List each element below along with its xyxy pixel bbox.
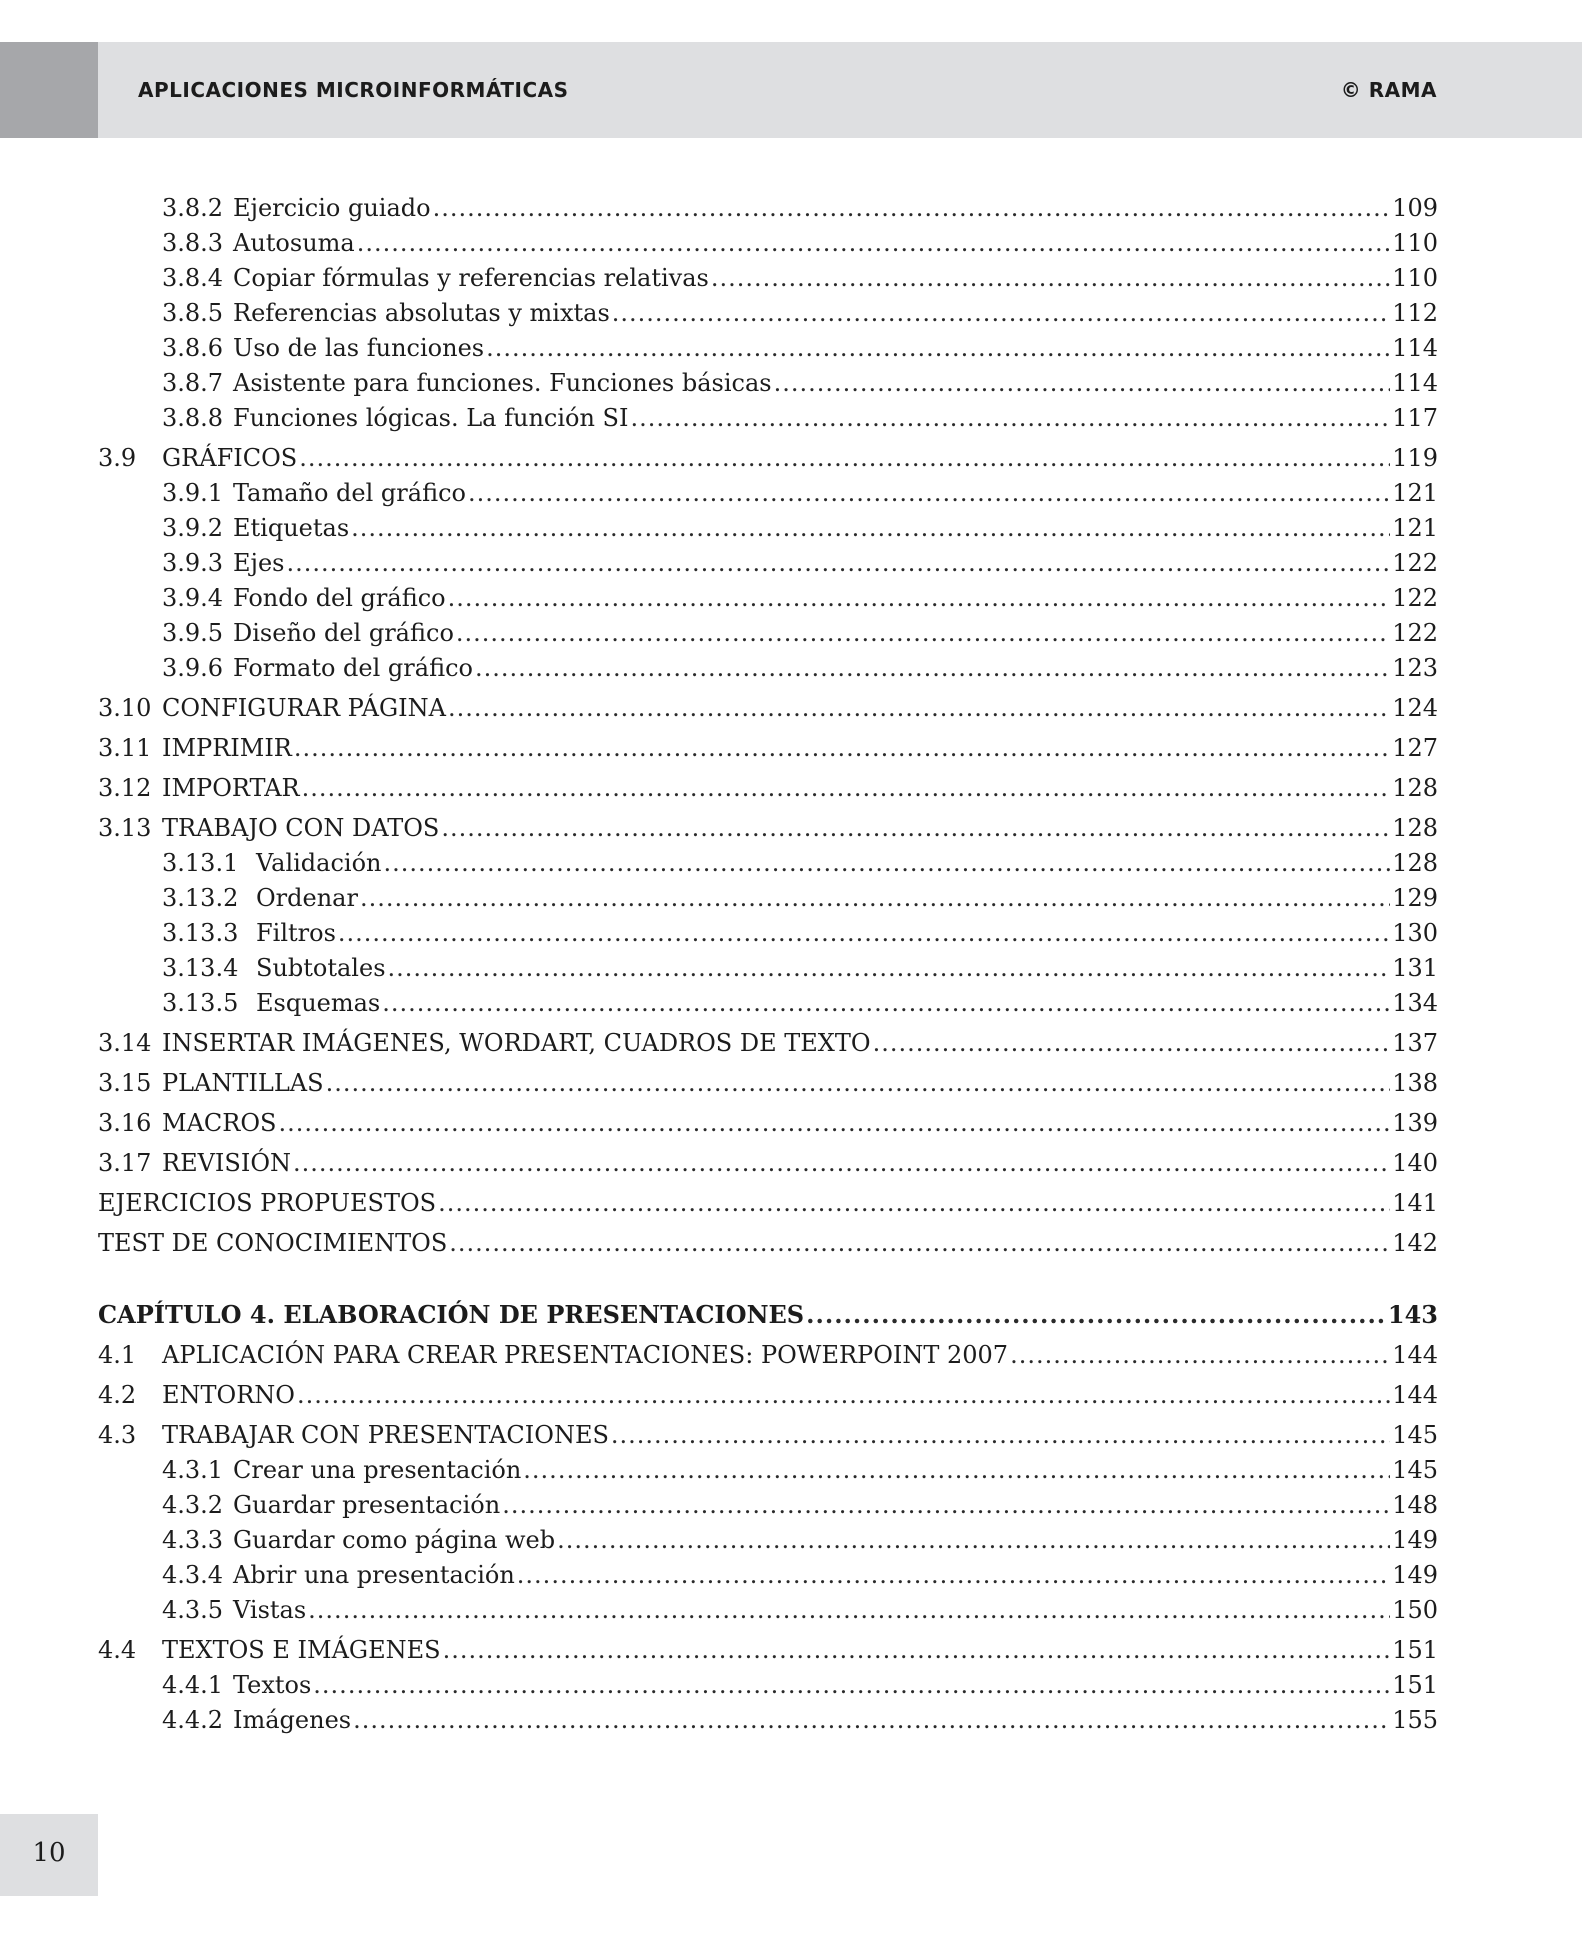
toc-entry-number: 3.13.3 bbox=[162, 919, 239, 947]
running-header-publisher: © RAMA bbox=[1340, 78, 1437, 102]
toc-entry bbox=[98, 1189, 1438, 1224]
toc-entry-number: 3.13.1 bbox=[162, 849, 239, 877]
toc-dot-leader bbox=[302, 774, 1391, 802]
toc-entry-title: Copiar fórmulas y referencias relativas bbox=[233, 264, 709, 292]
toc-entry-page: 144 bbox=[1392, 1341, 1438, 1369]
toc-entry-number: 3.17 bbox=[98, 1149, 152, 1177]
toc-entry bbox=[98, 1671, 1438, 1706]
toc-dot-leader bbox=[360, 884, 1390, 912]
toc-entry-page: 130 bbox=[1392, 919, 1438, 947]
toc-entry-title: Validación bbox=[256, 849, 382, 877]
toc-entry-title: Vistas bbox=[233, 1596, 307, 1624]
toc-entry bbox=[98, 444, 1438, 479]
toc-entry bbox=[98, 1229, 1438, 1264]
toc-dot-leader bbox=[382, 989, 1390, 1017]
toc-entry-page: 129 bbox=[1392, 884, 1438, 912]
toc-entry-page: 139 bbox=[1392, 1109, 1438, 1137]
toc-entry-number: 3.16 bbox=[98, 1109, 152, 1137]
toc-entry-page: 140 bbox=[1392, 1149, 1438, 1177]
toc-entry-page: 119 bbox=[1392, 444, 1438, 472]
toc-entry-page: 128 bbox=[1392, 814, 1438, 842]
toc-entry bbox=[98, 1381, 1438, 1416]
toc-entry bbox=[98, 989, 1438, 1024]
toc-dot-leader bbox=[441, 814, 1390, 842]
toc-entry-page: 128 bbox=[1392, 774, 1438, 802]
toc-entry-number: 3.8.6 bbox=[162, 334, 224, 362]
toc-entry-title: IMPRIMIR bbox=[162, 734, 292, 762]
toc-entry-title: Referencias absolutas y mixtas bbox=[233, 299, 610, 327]
page-number: 10 bbox=[32, 1838, 66, 1868]
toc-entry-title: GRÁFICOS bbox=[162, 444, 298, 472]
toc-entry-title: ENTORNO bbox=[162, 1381, 295, 1409]
toc-entry-page: 142 bbox=[1392, 1229, 1438, 1257]
toc-dot-leader bbox=[357, 229, 1390, 257]
toc-dot-leader bbox=[711, 264, 1390, 292]
toc-entry bbox=[98, 299, 1438, 334]
toc-entry-number: 3.8.5 bbox=[162, 299, 224, 327]
toc-entry-number: 4.3.3 bbox=[162, 1526, 224, 1554]
toc-entry-page: 145 bbox=[1392, 1456, 1438, 1484]
toc-entry-page: 134 bbox=[1392, 989, 1438, 1017]
toc-entry-number: 4.4.2 bbox=[162, 1706, 224, 1734]
toc-dot-leader bbox=[448, 694, 1390, 722]
toc-entry-number: 3.9.3 bbox=[162, 549, 224, 577]
toc-entry-page: 110 bbox=[1392, 229, 1438, 257]
toc-entry bbox=[98, 1636, 1438, 1671]
toc-entry-number: 4.4.1 bbox=[162, 1671, 224, 1699]
toc-entry-page: 150 bbox=[1392, 1596, 1438, 1624]
toc-entry-title: CONFIGURAR PÁGINA bbox=[162, 694, 446, 722]
toc-entry-number: 4.3.2 bbox=[162, 1491, 224, 1519]
toc-entry bbox=[98, 1149, 1438, 1184]
toc-entry-number: 4.2 bbox=[98, 1381, 137, 1409]
toc-entry-page: 155 bbox=[1392, 1706, 1438, 1734]
toc-entry-title: Fondo del gráfico bbox=[233, 584, 446, 612]
toc-entry-number: 3.9.6 bbox=[162, 654, 224, 682]
toc-entry-number: 4.4 bbox=[98, 1636, 137, 1664]
toc-entry bbox=[98, 1561, 1438, 1596]
toc-entry-page: 137 bbox=[1392, 1029, 1438, 1057]
toc-entry-title: APLICACIÓN PARA CREAR PRESENTACIONES: POWERPOINT 2007 bbox=[162, 1341, 1009, 1369]
toc-entry-number: 4.3.4 bbox=[162, 1561, 224, 1589]
toc-entry-number: 3.15 bbox=[98, 1069, 152, 1097]
toc-dot-leader bbox=[294, 734, 1390, 762]
toc-entry-title: Esquemas bbox=[256, 989, 381, 1017]
toc-entry bbox=[98, 1069, 1438, 1104]
toc-entry-title: TEST DE CONOCIMIENTOS bbox=[98, 1229, 448, 1257]
toc-dot-leader bbox=[456, 619, 1390, 647]
toc-entry-page: 117 bbox=[1392, 404, 1438, 432]
toc-entry-title: Ejercicio guiado bbox=[233, 194, 431, 222]
toc-entry bbox=[98, 1109, 1438, 1144]
toc-entry bbox=[98, 694, 1438, 729]
toc-entry-title: Uso de las funciones bbox=[233, 334, 485, 362]
toc-entry-page: 123 bbox=[1392, 654, 1438, 682]
toc-dot-leader bbox=[388, 954, 1391, 982]
toc-dot-leader bbox=[475, 654, 1390, 682]
toc-entry-page: 144 bbox=[1392, 1381, 1438, 1409]
toc-entry-number: 3.8.2 bbox=[162, 194, 224, 222]
toc-entry-title: Abrir una presentación bbox=[233, 1561, 515, 1589]
header-tab-decoration bbox=[0, 42, 98, 138]
toc-entry bbox=[98, 334, 1438, 369]
toc-dot-leader bbox=[308, 1596, 1390, 1624]
toc-entry-title: TRABAJAR CON PRESENTACIONES bbox=[162, 1421, 609, 1449]
toc-entry-number: 3.9.1 bbox=[162, 479, 224, 507]
toc-entry bbox=[98, 1029, 1438, 1064]
toc-entry bbox=[98, 1706, 1438, 1741]
toc-dot-leader bbox=[873, 1029, 1391, 1057]
toc-entry-title: INSERTAR IMÁGENES, WORDART, CUADROS DE TEXTO bbox=[162, 1029, 871, 1057]
toc-entry-title: PLANTILLAS bbox=[162, 1069, 324, 1097]
toc-entry bbox=[98, 404, 1438, 439]
toc-entry bbox=[98, 1491, 1438, 1526]
toc-entry bbox=[98, 369, 1438, 404]
toc-entry-page: 122 bbox=[1392, 619, 1438, 647]
toc-entry bbox=[98, 584, 1438, 619]
toc-entry-title: Crear una presentación bbox=[233, 1456, 522, 1484]
toc-entry-page: 114 bbox=[1392, 369, 1438, 397]
toc-entry-number: 3.13.5 bbox=[162, 989, 239, 1017]
toc-entry-title: Diseño del gráfico bbox=[233, 619, 454, 647]
toc-dot-leader bbox=[443, 1636, 1391, 1664]
toc-chapter-entry bbox=[98, 1300, 1438, 1335]
toc-entry bbox=[98, 919, 1438, 954]
toc-entry-number: 3.13 bbox=[98, 814, 152, 842]
toc-entry-title: IMPORTAR bbox=[162, 774, 300, 802]
toc-entry-title: Etiquetas bbox=[233, 514, 350, 542]
toc-entry-number: 3.9.2 bbox=[162, 514, 224, 542]
toc-entry-title: Guardar como página web bbox=[233, 1526, 556, 1554]
toc-entry-number: 3.9.5 bbox=[162, 619, 224, 647]
toc-entry bbox=[98, 954, 1438, 989]
toc-entry-number: 3.9.4 bbox=[162, 584, 224, 612]
toc-entry-number: 3.8.4 bbox=[162, 264, 224, 292]
toc-entry-title: Formato del gráfico bbox=[233, 654, 473, 682]
toc-dot-leader bbox=[383, 849, 1390, 877]
toc-entry-page: 149 bbox=[1392, 1561, 1438, 1589]
toc-entry-title: Ejes bbox=[233, 549, 285, 577]
toc-entry-number: 3.9 bbox=[98, 444, 137, 472]
toc-entry bbox=[98, 734, 1438, 769]
toc-entry-page: 138 bbox=[1392, 1069, 1438, 1097]
toc-entry bbox=[98, 884, 1438, 919]
toc-entry-title: Funciones lógicas. La función SI bbox=[233, 404, 629, 432]
toc-entry bbox=[98, 654, 1438, 689]
toc-dot-leader bbox=[523, 1456, 1390, 1484]
toc-entry bbox=[98, 479, 1438, 514]
toc-dot-leader bbox=[433, 194, 1391, 222]
toc-dot-leader bbox=[297, 1381, 1390, 1409]
toc-entry bbox=[98, 229, 1438, 264]
toc-entry-title: EJERCICIOS PROPUESTOS bbox=[98, 1189, 437, 1217]
toc-entry-page: 151 bbox=[1392, 1671, 1438, 1699]
toc-entry-title: TRABAJO CON DATOS bbox=[162, 814, 440, 842]
running-header-title: APLICACIONES MICROINFORMÁTICAS bbox=[138, 78, 569, 102]
toc-entry-number: 3.10 bbox=[98, 694, 152, 722]
toc-dot-leader bbox=[774, 369, 1391, 397]
toc-dot-leader bbox=[502, 1491, 1390, 1519]
toc-entry-page: 143 bbox=[1387, 1300, 1438, 1329]
toc-dot-leader bbox=[293, 1149, 1390, 1177]
toc-entry-number: 4.1 bbox=[98, 1341, 137, 1369]
toc-entry-number: 3.13.4 bbox=[162, 954, 239, 982]
toc-entry-number: 4.3.1 bbox=[162, 1456, 224, 1484]
toc-entry-title: Autosuma bbox=[233, 229, 355, 257]
toc-dot-leader bbox=[449, 1229, 1390, 1257]
toc-dot-leader bbox=[630, 404, 1390, 432]
toc-entry bbox=[98, 514, 1438, 549]
toc-entry-title: TEXTOS E IMÁGENES bbox=[162, 1636, 441, 1664]
toc-dot-leader bbox=[612, 299, 1390, 327]
toc-dot-leader bbox=[278, 1109, 1390, 1137]
toc-entry-title: Imágenes bbox=[233, 1706, 352, 1734]
toc-entry-number: 4.3 bbox=[98, 1421, 137, 1449]
toc-entry-page: 109 bbox=[1392, 194, 1438, 222]
toc-entry-title: Textos bbox=[233, 1671, 312, 1699]
toc-dot-leader bbox=[611, 1421, 1390, 1449]
toc-dot-leader bbox=[557, 1526, 1390, 1554]
toc-entry-page: 122 bbox=[1392, 584, 1438, 612]
toc-dot-leader bbox=[286, 549, 1390, 577]
toc-entry-title: Tamaño del gráfico bbox=[233, 479, 466, 507]
toc-entry-page: 141 bbox=[1392, 1189, 1438, 1217]
toc-entry-number: 4.3.5 bbox=[162, 1596, 224, 1624]
toc-entry bbox=[98, 194, 1438, 229]
toc-entry-number: 3.11 bbox=[98, 734, 152, 762]
table-of-contents bbox=[98, 194, 1438, 1741]
toc-entry-title: CAPÍTULO 4. ELABORACIÓN DE PRESENTACIONES bbox=[98, 1300, 805, 1329]
toc-entry bbox=[98, 264, 1438, 299]
toc-entry-page: 124 bbox=[1392, 694, 1438, 722]
toc-dot-leader bbox=[353, 1706, 1390, 1734]
toc-entry-page: 151 bbox=[1392, 1636, 1438, 1664]
toc-entry-title: Filtros bbox=[256, 919, 336, 947]
toc-entry-title: MACROS bbox=[162, 1109, 277, 1137]
toc-entry bbox=[98, 1596, 1438, 1631]
toc-dot-leader bbox=[438, 1189, 1390, 1217]
toc-entry bbox=[98, 849, 1438, 884]
toc-dot-leader bbox=[338, 919, 1390, 947]
toc-dot-leader bbox=[448, 584, 1391, 612]
toc-dot-leader bbox=[806, 1300, 1386, 1329]
toc-entry-number: 3.14 bbox=[98, 1029, 152, 1057]
toc-entry bbox=[98, 1456, 1438, 1491]
toc-entry-page: 127 bbox=[1392, 734, 1438, 762]
toc-entry-title: Subtotales bbox=[256, 954, 386, 982]
toc-dot-leader bbox=[326, 1069, 1391, 1097]
toc-entry bbox=[98, 774, 1438, 809]
toc-entry-page: 149 bbox=[1392, 1526, 1438, 1554]
toc-entry-number: 3.8.7 bbox=[162, 369, 224, 397]
toc-entry-page: 148 bbox=[1392, 1491, 1438, 1519]
toc-entry-number: 3.13.2 bbox=[162, 884, 239, 912]
toc-entry-page: 145 bbox=[1392, 1421, 1438, 1449]
toc-entry-page: 121 bbox=[1392, 514, 1438, 542]
toc-entry-number: 3.12 bbox=[98, 774, 152, 802]
toc-dot-leader bbox=[313, 1671, 1390, 1699]
toc-entry-number: 3.8.3 bbox=[162, 229, 224, 257]
toc-dot-leader bbox=[351, 514, 1390, 542]
toc-entry bbox=[98, 1526, 1438, 1561]
toc-entry-title: Asistente para funciones. Funciones básicas bbox=[233, 369, 772, 397]
toc-entry-page: 110 bbox=[1392, 264, 1438, 292]
toc-entry-page: 122 bbox=[1392, 549, 1438, 577]
toc-entry bbox=[98, 619, 1438, 654]
toc-entry bbox=[98, 1421, 1438, 1456]
toc-entry bbox=[98, 1341, 1438, 1376]
toc-entry-page: 121 bbox=[1392, 479, 1438, 507]
toc-dot-leader bbox=[486, 334, 1390, 362]
toc-dot-leader bbox=[299, 444, 1390, 472]
toc-entry-number: 3.8.8 bbox=[162, 404, 224, 432]
toc-entry-page: 114 bbox=[1392, 334, 1438, 362]
toc-entry bbox=[98, 549, 1438, 584]
toc-entry-title: Guardar presentación bbox=[233, 1491, 501, 1519]
toc-entry-page: 131 bbox=[1392, 954, 1438, 982]
toc-entry-page: 112 bbox=[1392, 299, 1438, 327]
toc-entry-page: 128 bbox=[1392, 849, 1438, 877]
toc-entry-title: REVISIÓN bbox=[162, 1149, 291, 1177]
toc-dot-leader bbox=[517, 1561, 1390, 1589]
toc-dot-leader bbox=[1010, 1341, 1390, 1369]
toc-dot-leader bbox=[468, 479, 1390, 507]
toc-entry bbox=[98, 814, 1438, 849]
toc-entry-title: Ordenar bbox=[256, 884, 358, 912]
